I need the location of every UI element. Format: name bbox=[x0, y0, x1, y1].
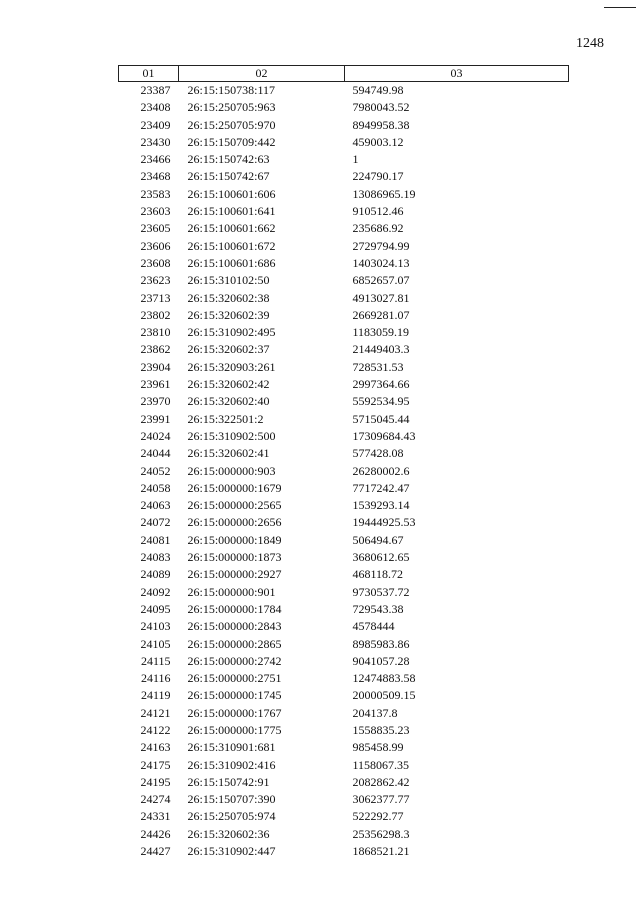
cadastral-number-cell: 26:15:310102:50 bbox=[187, 273, 270, 288]
table-row bbox=[119, 826, 569, 843]
cadastral-number-cell: 26:15:320602:41 bbox=[187, 446, 270, 461]
table-row bbox=[119, 220, 569, 237]
page-number: 1248 bbox=[576, 36, 604, 51]
cadastral-number-cell: 26:15:000000:2843 bbox=[187, 619, 282, 634]
value-cell: 1183059.19 bbox=[352, 325, 410, 340]
row-number-cell: 24095 bbox=[140, 601, 171, 616]
table-header bbox=[119, 66, 569, 82]
table-row bbox=[119, 653, 569, 670]
value-cell: 204137.8 bbox=[352, 705, 398, 720]
row-number-cell: 23409 bbox=[140, 117, 171, 132]
table-row bbox=[119, 532, 569, 549]
table-row bbox=[119, 99, 569, 116]
value-cell: 5592534.95 bbox=[352, 394, 410, 409]
value-cell: 8949958.38 bbox=[352, 117, 410, 132]
cadastral-number-cell: 26:15:000000:1849 bbox=[187, 532, 282, 547]
table-row bbox=[119, 497, 569, 514]
value-cell: 910512.46 bbox=[352, 204, 404, 219]
cadastral-number-cell: 26:15:150738:117 bbox=[187, 83, 276, 97]
value-cell: 2669281.07 bbox=[352, 307, 410, 322]
table-row bbox=[119, 151, 569, 168]
value-cell: 8985983.86 bbox=[352, 636, 410, 651]
row-number-cell: 23961 bbox=[140, 377, 171, 392]
value-cell: 4578444 bbox=[352, 619, 395, 634]
cadastral-number-cell: 26:15:320602:38 bbox=[187, 290, 270, 305]
value-cell: 25356298.3 bbox=[352, 826, 410, 841]
value-cell: 2082862.42 bbox=[352, 774, 410, 789]
row-number-cell: 23606 bbox=[140, 238, 171, 253]
row-number-cell: 23862 bbox=[140, 342, 171, 357]
table-row bbox=[119, 445, 569, 462]
row-number-cell: 24058 bbox=[140, 480, 171, 495]
column-header-01: 01 bbox=[119, 66, 179, 82]
cadastral-number-cell: 26:15:000000:2927 bbox=[187, 567, 282, 582]
value-cell: 7980043.52 bbox=[352, 100, 410, 115]
value-cell: 19444925.53 bbox=[352, 515, 416, 530]
row-number-cell: 24121 bbox=[140, 705, 171, 720]
cadastral-number-cell: 26:15:100601:686 bbox=[187, 255, 276, 270]
data-table bbox=[118, 65, 569, 860]
table-row bbox=[119, 705, 569, 722]
row-number-cell: 23605 bbox=[140, 221, 171, 236]
table-row bbox=[119, 359, 569, 376]
cadastral-number-cell: 26:15:150742:67 bbox=[187, 169, 270, 184]
cadastral-number-cell: 26:15:000000:1767 bbox=[187, 705, 282, 720]
cadastral-number-cell: 26:15:310902:447 bbox=[187, 844, 276, 859]
row-number-cell: 24092 bbox=[140, 584, 171, 599]
row-number-cell: 24052 bbox=[140, 463, 171, 478]
table-row bbox=[119, 480, 569, 497]
cadastral-number-cell: 26:15:310901:681 bbox=[187, 740, 276, 755]
cadastral-number-cell: 26:15:150742:91 bbox=[187, 774, 270, 789]
cadastral-number-cell: 26:15:000000:2565 bbox=[187, 498, 282, 513]
value-cell: 17309684.43 bbox=[352, 428, 416, 443]
value-cell: 9730537.72 bbox=[352, 584, 410, 599]
row-number-cell: 23970 bbox=[140, 394, 171, 409]
table-row bbox=[119, 774, 569, 791]
table-body bbox=[119, 82, 569, 861]
row-number-cell: 23623 bbox=[140, 273, 171, 288]
cadastral-number-cell: 26:15:150707:390 bbox=[187, 792, 276, 807]
table-row bbox=[119, 341, 569, 358]
value-cell: 594749.98 bbox=[352, 83, 404, 97]
value-cell: 522292.77 bbox=[352, 809, 404, 824]
cadastral-number-cell: 26:15:000000:1775 bbox=[187, 722, 282, 737]
cadastral-number-cell: 26:15:000000:903 bbox=[187, 463, 276, 478]
value-cell: 728531.53 bbox=[352, 359, 404, 374]
cadastral-number-cell: 26:15:000000:2751 bbox=[187, 671, 282, 686]
row-number-cell: 23802 bbox=[140, 307, 171, 322]
cadastral-number-cell: 26:15:310902:495 bbox=[187, 325, 276, 340]
cadastral-number-cell: 26:15:322501:2 bbox=[187, 411, 264, 426]
row-number-cell: 23904 bbox=[140, 359, 171, 374]
table-row bbox=[119, 722, 569, 739]
value-cell: 224790.17 bbox=[352, 169, 404, 184]
table-row bbox=[119, 843, 569, 860]
table-row bbox=[119, 566, 569, 583]
table-row bbox=[119, 791, 569, 808]
table-row bbox=[119, 203, 569, 220]
value-cell: 506494.67 bbox=[352, 532, 404, 547]
row-number-cell: 23810 bbox=[140, 325, 171, 340]
row-number-cell: 24044 bbox=[140, 446, 171, 461]
value-cell: 9041057.28 bbox=[352, 653, 410, 668]
row-number-cell: 23583 bbox=[140, 186, 171, 201]
value-cell: 1 bbox=[352, 152, 359, 167]
cadastral-number-cell: 26:15:310902:500 bbox=[187, 428, 276, 443]
cadastral-number-cell: 26:15:250705:970 bbox=[187, 117, 276, 132]
table-row bbox=[119, 376, 569, 393]
row-number-cell: 24072 bbox=[140, 515, 171, 530]
row-number-cell: 24083 bbox=[140, 550, 171, 565]
row-number-cell: 24024 bbox=[140, 428, 171, 443]
table-row bbox=[119, 757, 569, 774]
cadastral-number-cell: 26:15:250705:963 bbox=[187, 100, 276, 115]
value-cell: 1539293.14 bbox=[352, 498, 410, 513]
cadastral-number-cell: 26:15:320602:40 bbox=[187, 394, 270, 409]
table-row bbox=[119, 82, 569, 100]
table-row bbox=[119, 514, 569, 531]
row-number-cell: 24274 bbox=[140, 792, 171, 807]
table-row bbox=[119, 687, 569, 704]
table-row bbox=[119, 186, 569, 203]
value-cell: 26280002.6 bbox=[352, 463, 410, 478]
table-row bbox=[119, 272, 569, 289]
table-row bbox=[119, 307, 569, 324]
value-cell: 13086965.19 bbox=[352, 186, 416, 201]
row-number-cell: 24115 bbox=[140, 653, 171, 668]
row-number-cell: 24122 bbox=[140, 722, 171, 737]
value-cell: 2997364.66 bbox=[352, 377, 410, 392]
cadastral-number-cell: 26:15:250705:974 bbox=[187, 809, 276, 824]
cadastral-number-cell: 26:15:320602:39 bbox=[187, 307, 270, 322]
table-row bbox=[119, 324, 569, 341]
value-cell: 459003.12 bbox=[352, 134, 404, 149]
cadastral-number-cell: 26:15:150742:63 bbox=[187, 152, 270, 167]
row-number-cell: 24063 bbox=[140, 498, 171, 513]
table-row bbox=[119, 255, 569, 272]
value-cell: 5715045.44 bbox=[352, 411, 410, 426]
cadastral-number-cell: 26:15:100601:606 bbox=[187, 186, 276, 201]
cadastral-number-cell: 26:15:000000:1745 bbox=[187, 688, 282, 703]
row-number-cell: 24175 bbox=[140, 757, 171, 772]
cadastral-number-cell: 26:15:000000:2865 bbox=[187, 636, 282, 651]
table-row bbox=[119, 584, 569, 601]
table-row bbox=[119, 549, 569, 566]
cadastral-number-cell: 26:15:100601:672 bbox=[187, 238, 276, 253]
cadastral-number-cell: 26:15:320903:261 bbox=[187, 359, 276, 374]
table-row bbox=[119, 238, 569, 255]
cadastral-number-cell: 26:15:320602:42 bbox=[187, 377, 270, 392]
table-row bbox=[119, 463, 569, 480]
row-number-cell: 24116 bbox=[140, 671, 171, 686]
table-row bbox=[119, 393, 569, 410]
value-cell: 1158067.35 bbox=[352, 757, 410, 772]
row-number-cell: 23387 bbox=[140, 83, 171, 97]
cadastral-number-cell: 26:15:000000:1679 bbox=[187, 480, 282, 495]
cadastral-number-cell: 26:15:000000:1784 bbox=[187, 601, 282, 616]
value-cell: 12474883.58 bbox=[352, 671, 416, 686]
cadastral-number-cell: 26:15:150709:442 bbox=[187, 134, 276, 149]
value-cell: 20000509.15 bbox=[352, 688, 416, 703]
table-row bbox=[119, 670, 569, 687]
cadastral-number-cell: 26:15:310902:416 bbox=[187, 757, 276, 772]
value-cell: 21449403.3 bbox=[352, 342, 410, 357]
value-cell: 1868521.21 bbox=[352, 844, 410, 859]
row-number-cell: 23991 bbox=[140, 411, 171, 426]
row-number-cell: 23466 bbox=[140, 152, 171, 167]
table-row bbox=[119, 808, 569, 825]
value-cell: 3062377.77 bbox=[352, 792, 410, 807]
value-cell: 2729794.99 bbox=[352, 238, 410, 253]
row-number-cell: 24105 bbox=[140, 636, 171, 651]
top-rule bbox=[604, 7, 636, 8]
row-number-cell: 23608 bbox=[140, 255, 171, 270]
cadastral-number-cell: 26:15:000000:2656 bbox=[187, 515, 282, 530]
table-row bbox=[119, 618, 569, 635]
value-cell: 729543.38 bbox=[352, 601, 404, 616]
table-row bbox=[119, 168, 569, 185]
table-row bbox=[119, 411, 569, 428]
value-cell: 4913027.81 bbox=[352, 290, 410, 305]
row-number-cell: 24119 bbox=[140, 688, 171, 703]
value-cell: 1403024.13 bbox=[352, 255, 410, 270]
table-row bbox=[119, 428, 569, 445]
table-row bbox=[119, 134, 569, 151]
row-number-cell: 23713 bbox=[140, 290, 171, 305]
row-number-cell: 24103 bbox=[140, 619, 171, 634]
cadastral-number-cell: 26:15:000000:901 bbox=[187, 584, 276, 599]
row-number-cell: 24089 bbox=[140, 567, 171, 582]
value-cell: 6852657.07 bbox=[352, 273, 410, 288]
table-row bbox=[119, 117, 569, 134]
table-row bbox=[119, 636, 569, 653]
header-row bbox=[119, 66, 569, 82]
cadastral-number-cell: 26:15:320602:37 bbox=[187, 342, 270, 357]
row-number-cell: 24163 bbox=[140, 740, 171, 755]
value-cell: 985458.99 bbox=[352, 740, 404, 755]
cadastral-number-cell: 26:15:100601:641 bbox=[187, 204, 276, 219]
table-row bbox=[119, 739, 569, 756]
value-cell: 235686.92 bbox=[352, 221, 404, 236]
row-number-cell: 24426 bbox=[140, 826, 171, 841]
value-cell: 3680612.65 bbox=[352, 550, 410, 565]
value-cell: 7717242.47 bbox=[352, 480, 410, 495]
row-number-cell: 24195 bbox=[140, 774, 171, 789]
cadastral-number-cell: 26:15:000000:2742 bbox=[187, 653, 282, 668]
row-number-cell: 24081 bbox=[140, 532, 171, 547]
column-header-02: 02 bbox=[179, 66, 345, 82]
column-header-03: 03 bbox=[345, 66, 569, 82]
value-cell: 1558835.23 bbox=[352, 722, 410, 737]
cadastral-number-cell: 26:15:100601:662 bbox=[187, 221, 276, 236]
table-row bbox=[119, 601, 569, 618]
table-row bbox=[119, 290, 569, 307]
row-number-cell: 23603 bbox=[140, 204, 171, 219]
row-number-cell: 24427 bbox=[140, 844, 171, 859]
row-number-cell: 24331 bbox=[140, 809, 171, 824]
row-number-cell: 23468 bbox=[140, 169, 171, 184]
value-cell: 577428.08 bbox=[352, 446, 404, 461]
cadastral-number-cell: 26:15:320602:36 bbox=[187, 826, 270, 841]
row-number-cell: 23430 bbox=[140, 134, 171, 149]
cadastral-number-cell: 26:15:000000:1873 bbox=[187, 550, 282, 565]
value-cell: 468118.72 bbox=[352, 567, 404, 582]
row-number-cell: 23408 bbox=[140, 100, 171, 115]
